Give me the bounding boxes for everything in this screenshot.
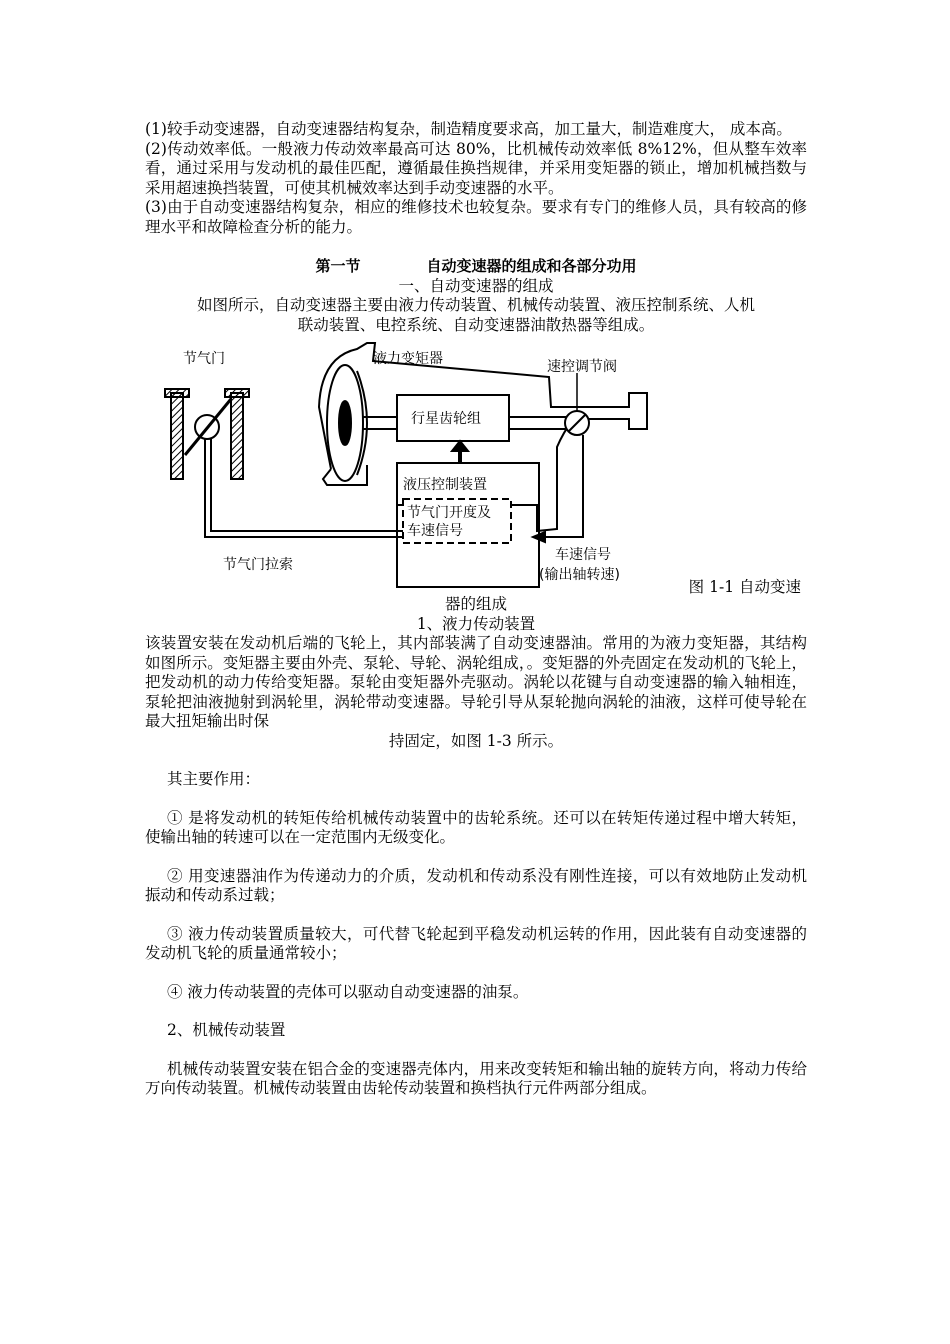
section-name: 自动变速器的组成和各部分功用 xyxy=(426,257,637,275)
subsection-heading: 一、自动变速器的组成 xyxy=(398,276,554,295)
label-planetary: 行星齿轮组 xyxy=(411,411,481,427)
label-speed-valve: 速控调节阀 xyxy=(547,359,617,375)
label-torque-converter: 液力变矩器 xyxy=(373,351,443,367)
mechanical-drive-heading: 2、机械传动装置 xyxy=(167,1021,286,1039)
label-signal-line-1: 节气门开度及 xyxy=(407,505,491,521)
label-signal-line-2: 车速信号 xyxy=(407,523,463,539)
throttle-wall-left xyxy=(171,393,183,479)
intro-item-2: (2)传动效率低。一般液力传动效率最高可达 80%，比机械传动效率低 8%12%，但从整车效率看，通过采用与发动机的最佳匹配，遵循最佳换挡规律，并采用变矩器的锁止，增加机械挡数与采用超速换挡装置，可使其机械效率达到手动变速器的水平。 xyxy=(145,139,807,197)
function-item-3: ③ 液力传动装置质量较大，可代替飞轮起到平稳发动机运转的作用，因此装有自动变速器的发动机飞轮的质量通常较小； xyxy=(145,924,807,962)
figure-caption-part2: 器的组成 xyxy=(444,595,507,613)
mechanical-drive-text: 机械传动装置安装在铝合金的变速器壳体内，用来改变转矩和输出轴的旋转方向，将动力传给万向传动装置。机械传动装置由齿轮传动装置和换档执行元件两部分组成。 xyxy=(145,1059,807,1097)
document-page xyxy=(145,120,807,1099)
speed-signal-arrow-icon xyxy=(533,532,545,542)
subsection-text-line-2: 联动装置、电控系统、自动变速器油散热器等组成。 xyxy=(297,315,655,334)
figure-caption-part1: 图 1-1 自动变速 xyxy=(688,578,801,596)
functions-heading: 其主要作用： xyxy=(167,770,261,788)
figure-transmission-composition xyxy=(145,337,807,595)
intro-item-1: (1)较手动变速器，自动变速器结构复杂，制造精度要求高，加工量大，制造难度大， 成本高。 xyxy=(145,120,792,138)
hydraulic-drive-text-end: 持固定，如图 1-3 所示。 xyxy=(388,731,564,750)
label-hydraulic: 液压控制装置 xyxy=(403,477,487,493)
label-output-speed: (输出轴转速) xyxy=(539,567,620,583)
label-throttle: 节气门 xyxy=(183,351,225,367)
throttle-wall-right xyxy=(231,393,243,479)
subsection-text-line-1: 如图所示，自动变速器主要由液力传动装置、机械传动装置、液压控制系统、人机 xyxy=(196,296,755,314)
label-speed-signal: 车速信号 xyxy=(555,547,611,563)
transmission-diagram xyxy=(153,337,673,599)
function-item-4: ④ 液力传动装置的壳体可以驱动自动变速器的油泵。 xyxy=(167,982,529,1001)
intro-item-3: (3)由于自动变速器结构复杂，相应的维修技术也较复杂。要求有专门的维修人员，具有较高的修理水平和故障检查分析的能力。 xyxy=(145,198,807,236)
label-throttle-cable: 节气门拉索 xyxy=(223,557,293,573)
function-item-1: ① 是将发动机的转矩传给机械传动装置中的齿轮系统。还可以在转矩传递过程中增大转矩，使输出轴的转速可以在一定范围内无级变化。 xyxy=(145,808,807,846)
hydraulic-drive-heading: 1、液力传动装置 xyxy=(416,614,536,633)
section-number: 第一节 xyxy=(315,257,361,275)
section-title xyxy=(145,257,807,277)
hydraulic-drive-text: 该装置安装在发动机后端的飞轮上，其内部装满了自动变速器油。常用的为液力变矩器，其结构如图所示。变矩器主要由外壳、泵轮、导轮、涡轮组成，。变矩器的外壳固定在发动机的飞轮上，把发动机的动力传给变矩器。泵轮由变矩器外壳驱动。涡轮以花键与自动变速器的输入轴相连，泵轮把油液抛射到涡轮里，涡轮带动变速器。导轮引导从泵轮抛向涡轮的油液，这样可使导轮在最大扭矩输出时保 xyxy=(145,634,807,730)
function-item-2: ② 用变速器油作为传递动力的介质，发动机和传动系没有刚性连接，可以有效地防止发动机振动和传动系过载； xyxy=(145,866,807,904)
